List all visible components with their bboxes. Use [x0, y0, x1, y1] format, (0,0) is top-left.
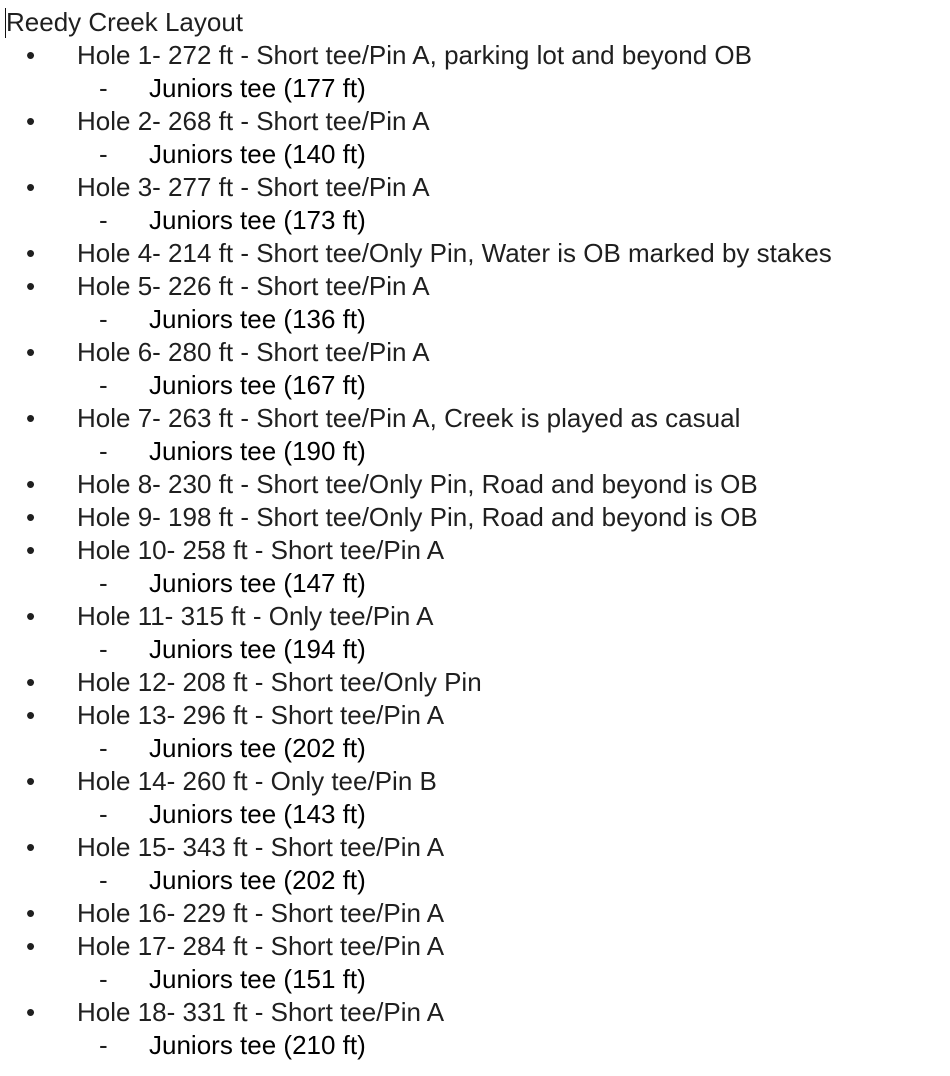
bullet-icon: • — [26, 766, 36, 796]
bullet-icon: • — [26, 40, 36, 70]
hole-description[interactable]: Hole 3- 277 ft - Short tee/Pin A — [77, 172, 430, 202]
juniors-tee-label[interactable]: Juniors tee (177 ft) — [149, 73, 366, 103]
bullet-icon: • — [26, 601, 36, 631]
hole-description[interactable]: Hole 15- 343 ft - Short tee/Pin A — [77, 832, 445, 862]
hole-description[interactable]: Hole 9- 198 ft - Short tee/Only Pin, Road and beyond is OB — [77, 502, 758, 532]
bullet-icon: • — [26, 238, 36, 268]
dash-icon: - — [99, 205, 108, 235]
hole-description[interactable]: Hole 13- 296 ft - Short tee/Pin A — [77, 700, 445, 730]
dash-icon: - — [99, 799, 108, 829]
juniors-tee-label[interactable]: Juniors tee (151 ft) — [149, 964, 366, 994]
juniors-tee-label[interactable]: Juniors tee (140 ft) — [149, 139, 366, 169]
dash-icon: - — [99, 436, 108, 466]
juniors-tee-label[interactable]: Juniors tee (136 ft) — [149, 304, 366, 334]
hole-description[interactable]: Hole 17- 284 ft - Short tee/Pin A — [77, 931, 445, 961]
juniors-tee-label[interactable]: Juniors tee (202 ft) — [149, 733, 366, 763]
dash-icon: - — [99, 304, 108, 334]
bullet-icon: • — [26, 997, 36, 1027]
dash-icon: - — [99, 733, 108, 763]
dash-icon: - — [99, 964, 108, 994]
hole-description[interactable]: Hole 1- 272 ft - Short tee/Pin A, parking lot and beyond OB — [77, 40, 752, 70]
hole-description[interactable]: Hole 11- 315 ft - Only tee/Pin A — [77, 601, 434, 631]
hole-description[interactable]: Hole 2- 268 ft - Short tee/Pin A — [77, 106, 430, 136]
juniors-tee-label[interactable]: Juniors tee (167 ft) — [149, 370, 366, 400]
dash-icon: - — [99, 73, 108, 103]
hole-description[interactable]: Hole 12- 208 ft - Short tee/Only Pin — [77, 667, 482, 697]
hole-description[interactable]: Hole 8- 230 ft - Short tee/Only Pin, Road and beyond is OB — [77, 469, 758, 499]
bullet-icon: • — [26, 931, 36, 961]
dash-icon: - — [99, 139, 108, 169]
bullet-icon: • — [26, 898, 36, 928]
bullet-icon: • — [26, 700, 36, 730]
bullet-icon: • — [26, 667, 36, 697]
dash-icon: - — [99, 1030, 108, 1060]
juniors-tee-label[interactable]: Juniors tee (194 ft) — [149, 634, 366, 664]
juniors-tee-label[interactable]: Juniors tee (143 ft) — [149, 799, 366, 829]
dash-icon: - — [99, 370, 108, 400]
hole-description[interactable]: Hole 7- 263 ft - Short tee/Pin A, Creek is played as casual — [77, 403, 741, 433]
bullet-icon: • — [26, 271, 36, 301]
dash-icon: - — [99, 865, 108, 895]
bullet-icon: • — [26, 403, 36, 433]
juniors-tee-label[interactable]: Juniors tee (202 ft) — [149, 865, 366, 895]
hole-description[interactable]: Hole 18- 331 ft - Short tee/Pin A — [77, 997, 445, 1027]
juniors-tee-label[interactable]: Juniors tee (147 ft) — [149, 568, 366, 598]
hole-description[interactable]: Hole 16- 229 ft - Short tee/Pin A — [77, 898, 445, 928]
bullet-icon: • — [26, 832, 36, 862]
juniors-tee-label[interactable]: Juniors tee (190 ft) — [149, 436, 366, 466]
bullet-icon: • — [26, 106, 36, 136]
juniors-tee-label[interactable]: Juniors tee (210 ft) — [149, 1030, 366, 1060]
hole-description[interactable]: Hole 4- 214 ft - Short tee/Only Pin, Water is OB marked by stakes — [77, 238, 832, 268]
hole-description[interactable]: Hole 10- 258 ft - Short tee/Pin A — [77, 535, 445, 565]
bullet-icon: • — [26, 172, 36, 202]
bullet-icon: • — [26, 337, 36, 367]
bullet-icon: • — [26, 535, 36, 565]
dash-icon: - — [99, 568, 108, 598]
hole-description[interactable]: Hole 6- 280 ft - Short tee/Pin A — [77, 337, 430, 367]
hole-description[interactable]: Hole 5- 226 ft - Short tee/Pin A — [77, 271, 430, 301]
hole-description[interactable]: Hole 14- 260 ft - Only tee/Pin B — [77, 766, 437, 796]
bullet-icon: • — [26, 502, 36, 532]
bullet-icon: • — [26, 469, 36, 499]
document-title[interactable]: Reedy Creek Layout — [6, 7, 244, 37]
juniors-tee-label[interactable]: Juniors tee (173 ft) — [149, 205, 366, 235]
dash-icon: - — [99, 634, 108, 664]
